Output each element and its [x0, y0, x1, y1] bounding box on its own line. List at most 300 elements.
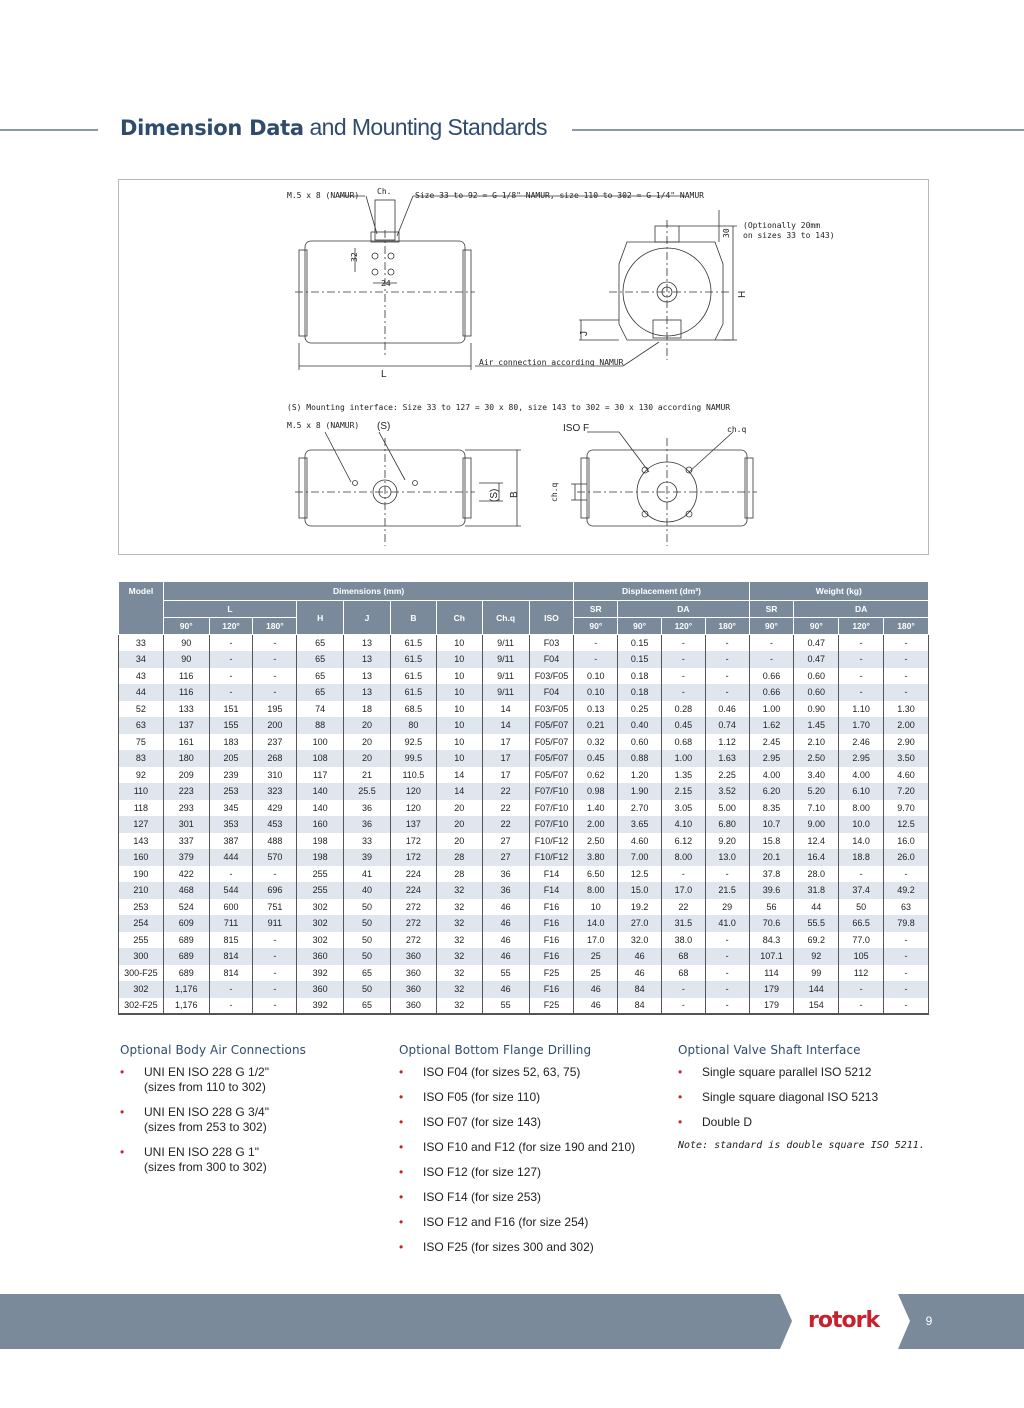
- table-cell: 911: [253, 915, 297, 932]
- thread-note-left: M.5 x 8 (NAMUR): [287, 191, 360, 200]
- header-Chq: Ch.q: [482, 601, 529, 635]
- table-cell: 0.32: [574, 734, 618, 751]
- air-connections-section: [120, 1043, 380, 1185]
- table-cell: 61.5: [390, 684, 436, 701]
- flange-item: • ISO F05 (for size 110): [399, 1090, 659, 1105]
- model-cell: 63: [119, 717, 164, 734]
- table-cell: 161: [163, 734, 209, 751]
- air-item-sizes: (sizes from 253 to 302): [144, 1120, 267, 1134]
- table-cell: 32: [436, 932, 482, 949]
- table-cell: 345: [209, 800, 253, 817]
- table-cell: 114: [749, 965, 794, 982]
- table-cell: -: [884, 932, 929, 949]
- table-cell: 8.00: [839, 800, 884, 817]
- table-cell: 751: [253, 899, 297, 916]
- table-cell: 2.15: [661, 783, 705, 800]
- table-cell: 239: [209, 767, 253, 784]
- table-cell: 12.5: [884, 816, 929, 833]
- table-cell: -: [209, 866, 253, 883]
- table-row: [119, 998, 929, 1015]
- table-cell: 1.30: [884, 701, 929, 718]
- table-cell: 3.40: [794, 767, 839, 784]
- table-cell: 116: [163, 668, 209, 685]
- table-cell: 2.70: [618, 800, 662, 817]
- table-cell: 10: [436, 684, 482, 701]
- table-cell: 2.50: [574, 833, 618, 850]
- table-cell: 360: [390, 998, 436, 1015]
- table-cell: 360: [297, 981, 344, 998]
- technical-drawing: [118, 179, 929, 555]
- table-cell: 272: [390, 915, 436, 932]
- table-cell: 237: [253, 734, 297, 751]
- air-connections-title: Optional Body Air Connections: [120, 1043, 306, 1057]
- table-cell: 1.35: [661, 767, 705, 784]
- table-cell: 37.8: [749, 866, 794, 883]
- table-cell: 13: [344, 684, 391, 701]
- shaft-interface-title: Optional Valve Shaft Interface: [678, 1043, 861, 1057]
- table-cell: 255: [297, 882, 344, 899]
- table-cell: 8.00: [661, 849, 705, 866]
- table-cell: 32.0: [618, 932, 662, 949]
- table-cell: 66.5: [839, 915, 884, 932]
- table-cell: 14.0: [839, 833, 884, 850]
- table-cell: 65: [297, 684, 344, 701]
- table-cell: 39.6: [749, 882, 794, 899]
- table-cell: 50: [344, 932, 391, 949]
- table-cell: 0.28: [661, 701, 705, 718]
- table-cell: 179: [749, 998, 794, 1015]
- table-cell: 29: [705, 899, 749, 916]
- table-cell: 814: [209, 965, 253, 982]
- table-cell: 272: [390, 899, 436, 916]
- table-cell: 711: [209, 915, 253, 932]
- angle-header-cell: 180°: [884, 618, 929, 635]
- table-cell: 20: [344, 717, 391, 734]
- table-cell: 444: [209, 849, 253, 866]
- table-cell: 26.0: [884, 849, 929, 866]
- air-connections-list: [120, 1065, 380, 1175]
- table-cell: 84.3: [749, 932, 794, 949]
- table-cell: 224: [390, 866, 436, 883]
- table-cell: 8.35: [749, 800, 794, 817]
- table-cell: 180: [163, 750, 209, 767]
- shaft-interface-section: [678, 1043, 938, 1151]
- table-cell: 36: [482, 882, 529, 899]
- table-row: [119, 701, 929, 718]
- table-cell: 41.0: [705, 915, 749, 932]
- table-cell: 689: [163, 965, 209, 982]
- table-cell: F07/F10: [529, 800, 574, 817]
- page-title-bold: Dimension Data: [120, 116, 304, 140]
- angle-header-cell: 90°: [574, 618, 618, 635]
- table-cell: F16: [529, 899, 574, 916]
- table-cell: 140: [297, 800, 344, 817]
- table-cell: -: [705, 948, 749, 965]
- table-cell: 689: [163, 932, 209, 949]
- model-cell: 83: [119, 750, 164, 767]
- table-cell: 90: [163, 635, 209, 652]
- table-cell: 0.13: [574, 701, 618, 718]
- chq-label: ch.q: [727, 425, 747, 434]
- table-row: [119, 932, 929, 949]
- table-cell: 1.63: [705, 750, 749, 767]
- table-cell: 55: [482, 965, 529, 982]
- table-row: [119, 750, 929, 767]
- header-disp-SR: SR: [574, 601, 618, 618]
- table-cell: 65: [297, 668, 344, 685]
- table-cell: 5.20: [794, 783, 839, 800]
- flange-item: • ISO F25 (for sizes 300 and 302): [399, 1240, 659, 1255]
- table-cell: 392: [297, 965, 344, 982]
- table-cell: 31.8: [794, 882, 839, 899]
- table-cell: F16: [529, 932, 574, 949]
- table-row: [119, 981, 929, 998]
- table-cell: 5.00: [705, 800, 749, 817]
- table-cell: -: [209, 684, 253, 701]
- table-cell: 137: [163, 717, 209, 734]
- flange-item: • ISO F12 (for size 127): [399, 1165, 659, 1180]
- front-endcap-left: [299, 250, 307, 336]
- air-connection-item: [120, 1145, 380, 1175]
- table-cell: 223: [163, 783, 209, 800]
- table-cell: -: [884, 965, 929, 982]
- table-cell: 20: [436, 800, 482, 817]
- model-cell: 300: [119, 948, 164, 965]
- table-cell: 68.5: [390, 701, 436, 718]
- header-weight: Weight (kg): [749, 582, 928, 601]
- table-cell: 50: [839, 899, 884, 916]
- table-cell: 353: [209, 816, 253, 833]
- table-cell: 10: [436, 750, 482, 767]
- table-cell: -: [253, 635, 297, 652]
- table-cell: -: [884, 998, 929, 1015]
- table-cell: 0.46: [705, 701, 749, 718]
- table-cell: 12.5: [618, 866, 662, 883]
- flange-item: • ISO F04 (for sizes 52, 63, 75): [399, 1065, 659, 1080]
- table-cell: 6.50: [574, 866, 618, 883]
- table-cell: 429: [253, 800, 297, 817]
- table-cell: 2.50: [794, 750, 839, 767]
- dim-J-label: J: [579, 331, 590, 336]
- flange-drilling-list: [399, 1065, 659, 1255]
- mounting-note: (S) Mounting interface: Size 33 to 127 = 30 x 80, size 143 to 302 = 30 x 130 according NAMUR: [287, 403, 731, 412]
- header-displacement: Displacement (dm³): [574, 582, 749, 601]
- table-cell: 108: [297, 750, 344, 767]
- table-cell: 0.10: [574, 684, 618, 701]
- table-cell: 14: [436, 783, 482, 800]
- table-cell: 18: [344, 701, 391, 718]
- table-cell: 488: [253, 833, 297, 850]
- table-cell: 544: [209, 882, 253, 899]
- table-row: [119, 816, 929, 833]
- table-cell: 32: [436, 948, 482, 965]
- table-row: [119, 668, 929, 685]
- table-cell: 255: [297, 866, 344, 883]
- table-cell: 9.70: [884, 800, 929, 817]
- title-rule-left: [0, 129, 98, 131]
- footer-bar-right: [898, 1294, 1024, 1349]
- flange-item: • ISO F14 (for size 253): [399, 1190, 659, 1205]
- table-cell: -: [705, 635, 749, 652]
- model-cell: 127: [119, 816, 164, 833]
- table-cell: -: [574, 651, 618, 668]
- table-cell: 155: [209, 717, 253, 734]
- table-cell: 31.5: [661, 915, 705, 932]
- flange-item: • ISO F07 (for size 143): [399, 1115, 659, 1130]
- table-cell: 0.45: [661, 717, 705, 734]
- table-cell: -: [705, 998, 749, 1015]
- model-cell: 75: [119, 734, 164, 751]
- table-cell: 0.45: [574, 750, 618, 767]
- table-cell: 1.00: [661, 750, 705, 767]
- table-cell: 50: [344, 948, 391, 965]
- optional-note-2: on sizes 33 to 143): [743, 231, 835, 240]
- table-cell: 0.18: [618, 668, 662, 685]
- table-cell: 65: [344, 998, 391, 1015]
- table-cell: 37.4: [839, 882, 884, 899]
- table-cell: -: [705, 684, 749, 701]
- table-cell: 4.60: [618, 833, 662, 850]
- model-cell: 118: [119, 800, 164, 817]
- table-cell: -: [839, 684, 884, 701]
- table-row: [119, 800, 929, 817]
- table-cell: 4.10: [661, 816, 705, 833]
- model-cell: 210: [119, 882, 164, 899]
- table-cell: 0.10: [574, 668, 618, 685]
- header-dimensions: Dimensions (mm): [163, 582, 574, 601]
- shaft-item: • Single square diagonal ISO 5213: [678, 1090, 938, 1105]
- page-title: [120, 114, 547, 141]
- table-cell: 10: [436, 668, 482, 685]
- table-cell: 3.05: [661, 800, 705, 817]
- table-cell: 172: [390, 849, 436, 866]
- table-cell: F04: [529, 651, 574, 668]
- table-cell: -: [884, 948, 929, 965]
- table-cell: 0.66: [749, 684, 794, 701]
- table-cell: 112: [839, 965, 884, 982]
- model-cell: 300-F25: [119, 965, 164, 982]
- header-weight-SR: SR: [749, 601, 794, 618]
- table-cell: 301: [163, 816, 209, 833]
- table-cell: -: [749, 635, 794, 652]
- angle-header-cell: 90°: [618, 618, 662, 635]
- table-cell: 10: [436, 651, 482, 668]
- table-cell: 10: [436, 635, 482, 652]
- table-cell: -: [705, 651, 749, 668]
- table-cell: 0.98: [574, 783, 618, 800]
- table-cell: 21.5: [705, 882, 749, 899]
- table-cell: 379: [163, 849, 209, 866]
- angle-header-cell: 120°: [839, 618, 884, 635]
- table-cell: 36: [344, 816, 391, 833]
- table-cell: 689: [163, 948, 209, 965]
- table-cell: 41: [344, 866, 391, 883]
- footer-bar-left: [0, 1294, 792, 1349]
- table-cell: 10: [436, 734, 482, 751]
- table-cell: 38.0: [661, 932, 705, 949]
- table-cell: -: [749, 651, 794, 668]
- table-cell: 4.00: [749, 767, 794, 784]
- model-cell: 44: [119, 684, 164, 701]
- shaft-interface-list: [678, 1065, 938, 1130]
- table-cell: -: [661, 684, 705, 701]
- table-cell: 13: [344, 651, 391, 668]
- table-cell: 32: [436, 965, 482, 982]
- table-cell: 2.00: [574, 816, 618, 833]
- flange-drilling-section: [399, 1043, 659, 1265]
- table-cell: 144: [794, 981, 839, 998]
- table-cell: F04: [529, 684, 574, 701]
- table-cell: 74: [297, 701, 344, 718]
- s-label: (S): [377, 421, 391, 432]
- table-cell: 137: [390, 816, 436, 833]
- table-cell: -: [253, 866, 297, 883]
- table-cell: 21: [344, 767, 391, 784]
- table-cell: 7.20: [884, 783, 929, 800]
- table-cell: 0.68: [661, 734, 705, 751]
- thread-note-right: Size 33 to 92 = G 1/8" NAMUR, size 110 to 302 = G 1/4" NAMUR: [415, 191, 704, 200]
- table-cell: -: [661, 668, 705, 685]
- table-cell: -: [884, 651, 929, 668]
- table-cell: 105: [839, 948, 884, 965]
- table-cell: 61.5: [390, 635, 436, 652]
- shaft-note: Note: standard is double square ISO 5211.: [678, 1140, 925, 1151]
- table-cell: 183: [209, 734, 253, 751]
- table-cell: 70.6: [749, 915, 794, 932]
- table-cell: -: [253, 651, 297, 668]
- table-cell: 0.18: [618, 684, 662, 701]
- air-item-spec: • UNI EN ISO 228 G 1/2": [144, 1065, 269, 1079]
- optional-note-1: (Optionally 20mm: [743, 221, 821, 230]
- table-row: [119, 948, 929, 965]
- header-L: L: [163, 601, 296, 618]
- table-cell: 9.20: [705, 833, 749, 850]
- table-cell: 25: [574, 948, 618, 965]
- model-cell: 190: [119, 866, 164, 883]
- table-cell: 10.0: [839, 816, 884, 833]
- table-cell: 0.15: [618, 651, 662, 668]
- table-cell: 13.0: [705, 849, 749, 866]
- table-cell: -: [705, 932, 749, 949]
- s-vertical-label: (S): [489, 488, 500, 502]
- model-cell: 143: [119, 833, 164, 850]
- table-cell: 46: [574, 981, 618, 998]
- table-cell: 1.12: [705, 734, 749, 751]
- table-cell: 0.47: [794, 651, 839, 668]
- table-cell: 1.40: [574, 800, 618, 817]
- table-cell: 1,176: [163, 998, 209, 1015]
- table-cell: 1.20: [618, 767, 662, 784]
- table-cell: -: [253, 998, 297, 1015]
- table-cell: 1.62: [749, 717, 794, 734]
- table-row: [119, 833, 929, 850]
- table-cell: 6.12: [661, 833, 705, 850]
- table-cell: -: [253, 684, 297, 701]
- b-vertical-label: B: [509, 491, 520, 498]
- table-cell: 32: [436, 998, 482, 1015]
- table-cell: 696: [253, 882, 297, 899]
- flange-item: • ISO F12 and F16 (for size 254): [399, 1215, 659, 1230]
- header-disp-DA: DA: [618, 601, 749, 618]
- table-cell: 46: [618, 948, 662, 965]
- table-cell: 3.50: [884, 750, 929, 767]
- drawing-svg: [119, 180, 930, 556]
- table-row: [119, 651, 929, 668]
- table-cell: -: [253, 948, 297, 965]
- table-cell: 117: [297, 767, 344, 784]
- table-cell: 99: [794, 965, 839, 982]
- table-cell: -: [884, 981, 929, 998]
- table-cell: 6.80: [705, 816, 749, 833]
- table-cell: -: [661, 866, 705, 883]
- chq-vertical-label: ch.q: [550, 482, 559, 502]
- table-cell: 17.0: [661, 882, 705, 899]
- table-cell: 100: [297, 734, 344, 751]
- table-cell: 9/11: [482, 684, 529, 701]
- table-cell: -: [209, 635, 253, 652]
- table-row: [119, 767, 929, 784]
- table-cell: 387: [209, 833, 253, 850]
- table-cell: 36: [344, 800, 391, 817]
- table-cell: -: [705, 981, 749, 998]
- table-cell: 140: [297, 783, 344, 800]
- table-cell: 80: [390, 717, 436, 734]
- table-cell: 337: [163, 833, 209, 850]
- table-cell: -: [884, 866, 929, 883]
- table-cell: -: [253, 965, 297, 982]
- table-cell: 39: [344, 849, 391, 866]
- table-cell: 302: [297, 899, 344, 916]
- air-item-sizes: (sizes from 300 to 302): [144, 1160, 267, 1174]
- table-cell: 0.60: [794, 668, 839, 685]
- page-title-rest: and Mounting Standards: [303, 114, 547, 140]
- ch-label: Ch.: [377, 187, 392, 196]
- table-cell: 392: [297, 998, 344, 1015]
- table-cell: 17: [482, 734, 529, 751]
- table-cell: F10/F12: [529, 849, 574, 866]
- table-cell: 12.4: [794, 833, 839, 850]
- table-cell: -: [884, 684, 929, 701]
- table-cell: 16.4: [794, 849, 839, 866]
- table-cell: 151: [209, 701, 253, 718]
- table-cell: 19.2: [618, 899, 662, 916]
- table-cell: -: [839, 981, 884, 998]
- model-cell: 302-F25: [119, 998, 164, 1015]
- dim-24-label: 24: [381, 279, 391, 288]
- table-cell: -: [839, 998, 884, 1015]
- table-cell: 1.45: [794, 717, 839, 734]
- table-cell: 133: [163, 701, 209, 718]
- table-cell: F14: [529, 866, 574, 883]
- table-cell: 20: [344, 734, 391, 751]
- title-rule-right: [572, 129, 1024, 131]
- table-cell: F10/F12: [529, 833, 574, 850]
- angle-header-cell: 120°: [661, 618, 705, 635]
- angle-header-cell: 120°: [209, 618, 253, 635]
- iso-label: ISO F: [563, 423, 590, 434]
- table-cell: 20: [344, 750, 391, 767]
- table-cell: 4.00: [839, 767, 884, 784]
- angle-header-cell: 90°: [163, 618, 209, 635]
- table-cell: 79.8: [884, 915, 929, 932]
- table-cell: 10: [436, 717, 482, 734]
- table-cell: 13: [344, 635, 391, 652]
- table-cell: -: [661, 635, 705, 652]
- table-cell: 33: [344, 833, 391, 850]
- model-cell: 255: [119, 932, 164, 949]
- table-cell: 2.25: [705, 767, 749, 784]
- table-cell: F16: [529, 948, 574, 965]
